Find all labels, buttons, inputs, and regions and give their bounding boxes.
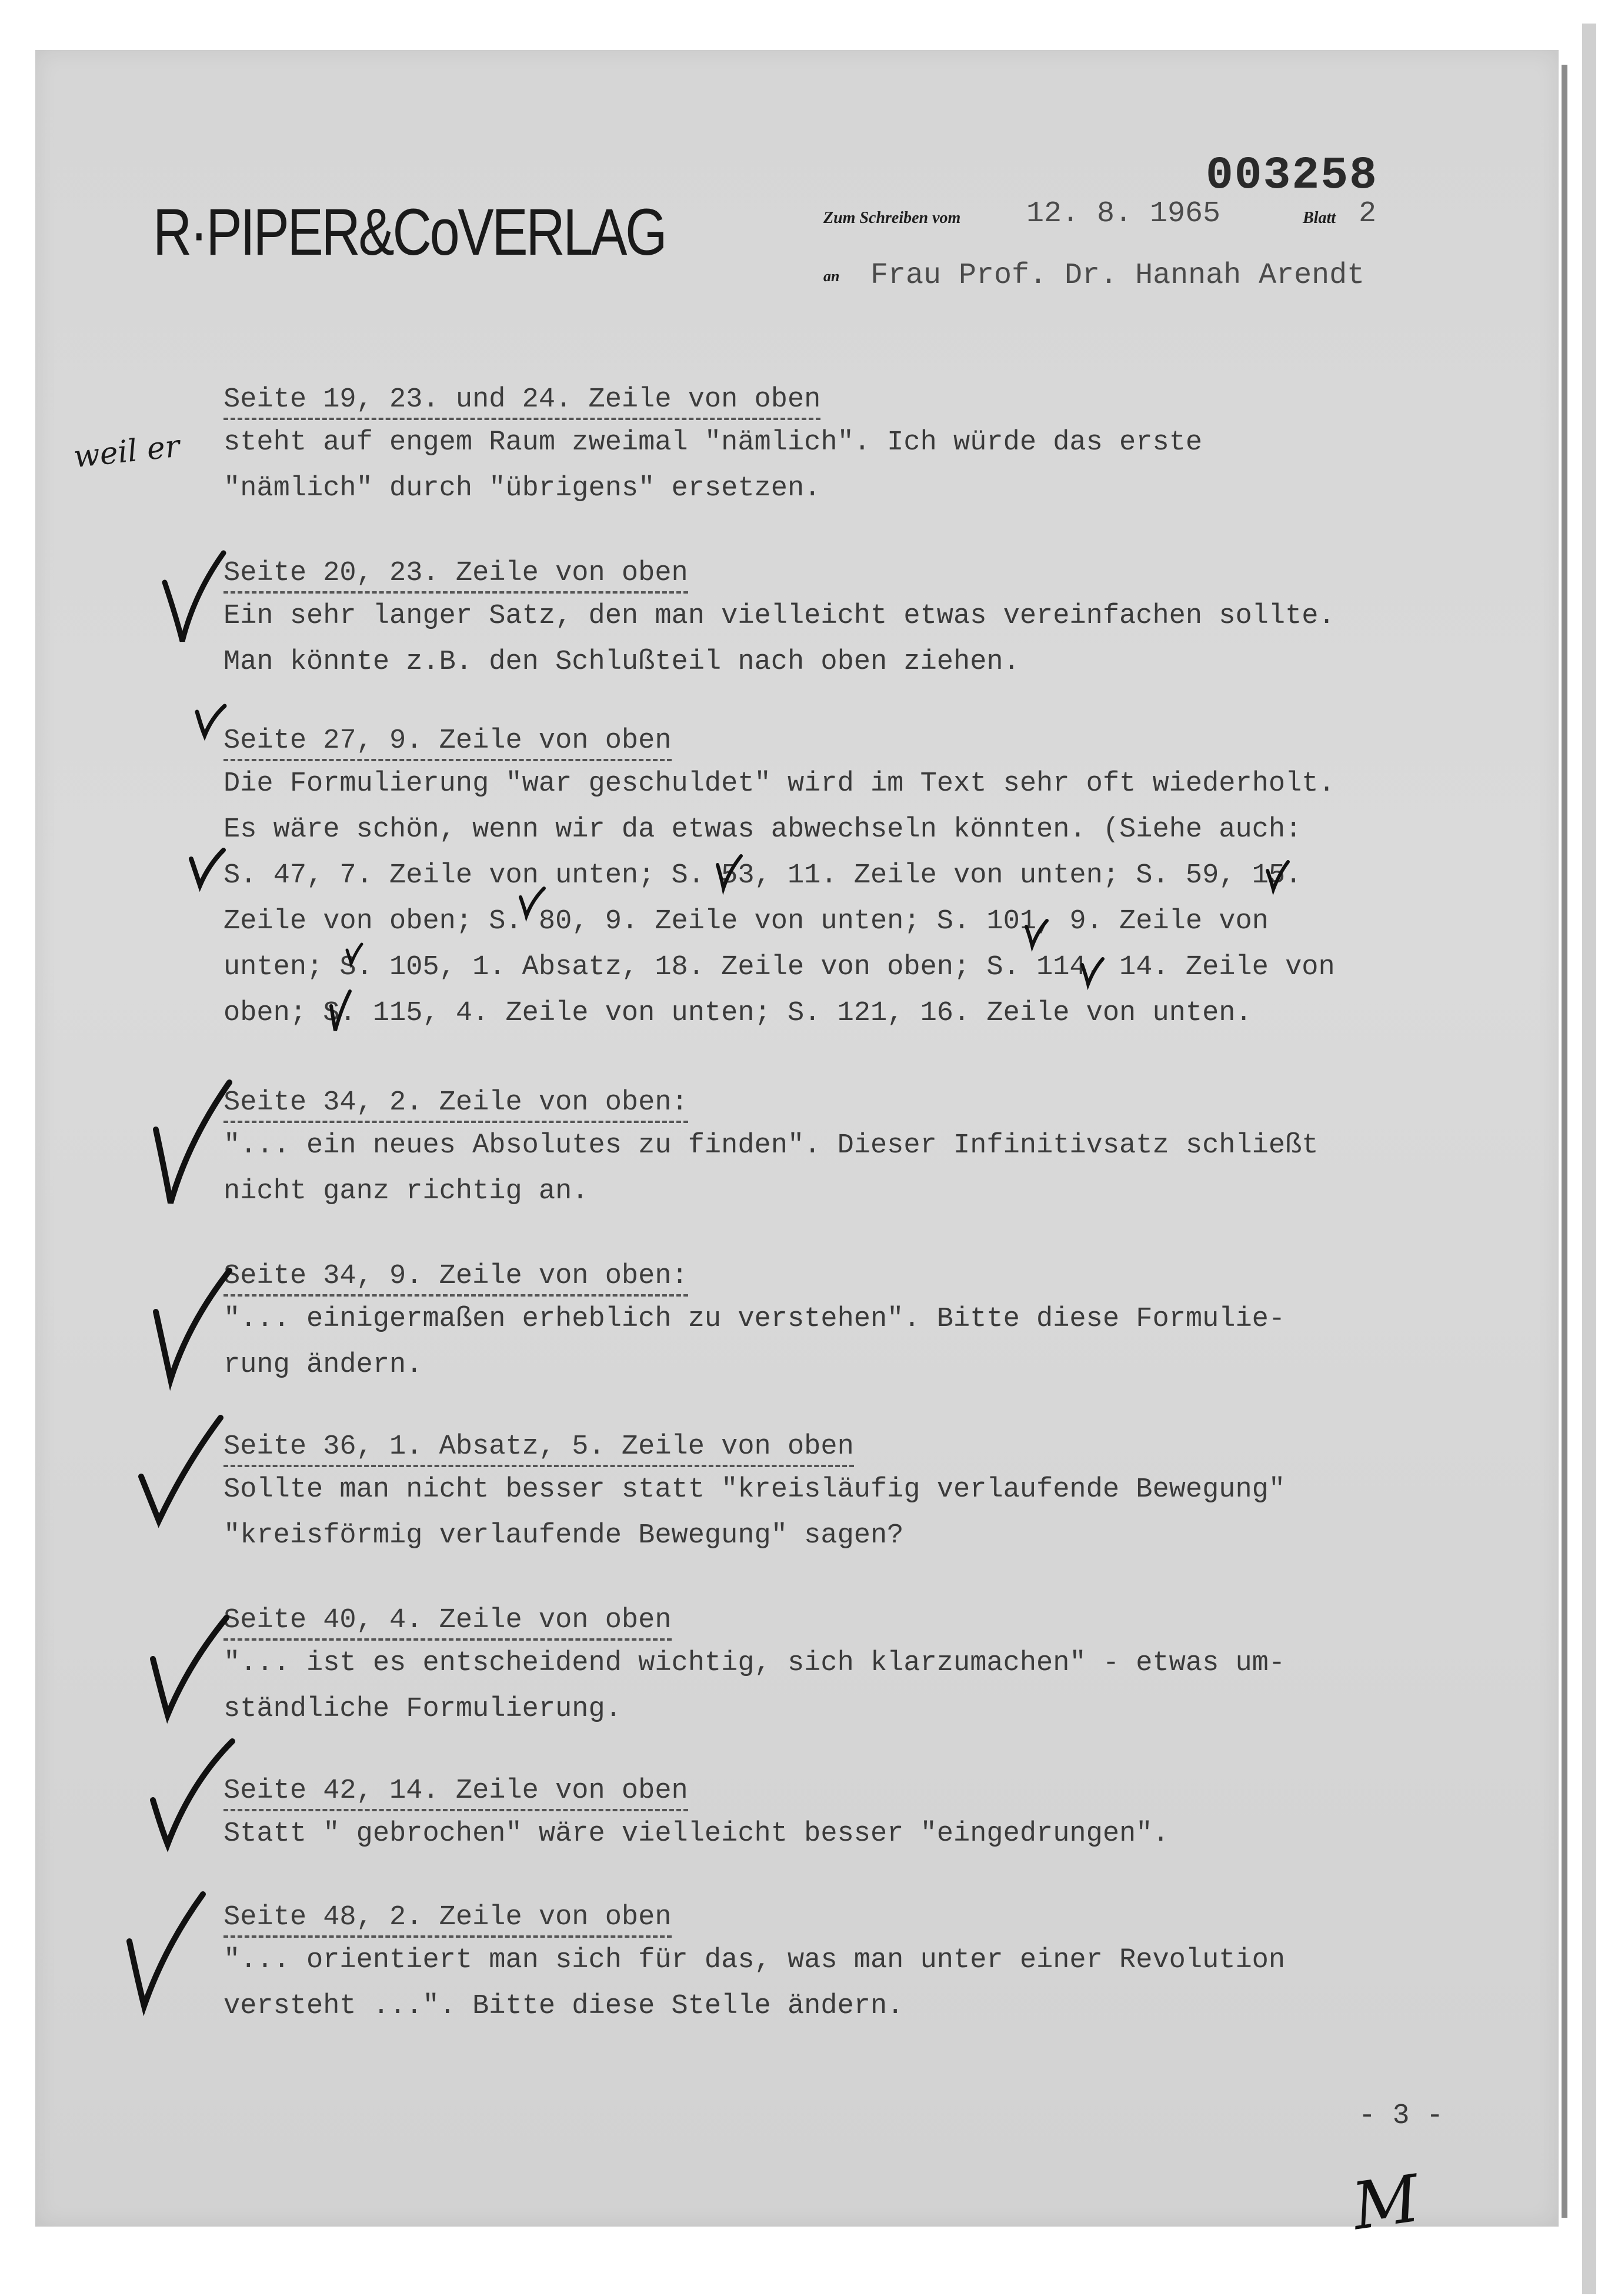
correction-entry [223, 1603, 1285, 1732]
addressee: Frau Prof. Dr. Hannah Arendt [870, 259, 1365, 292]
entry-heading: Seite 19, 23. und 24. Zeile von oben [223, 382, 820, 420]
publisher-logo: R·PIPER&CoVERLAG [153, 195, 666, 269]
entry-heading: Seite 27, 9. Zeile von oben [223, 724, 672, 761]
sheet-label: Blatt [1303, 209, 1336, 227]
entry-line: versteht ...". Bitte diese Stelle ändern. [223, 1991, 904, 2022]
entry-line: Die Formulierung "war geschuldet" wird im Text sehr oft wiederholt. [223, 768, 1335, 799]
sheet-edge [1562, 65, 1567, 2218]
correction-entry [223, 1900, 1285, 2030]
check-mark-icon [326, 988, 353, 1035]
check-mark-icon [147, 1265, 235, 1388]
check-mark-icon [159, 547, 229, 647]
check-mark-icon [188, 847, 229, 894]
entry-line: Es wäre schön, wenn wir da etwas abwechseln könnten. (Siehe auch: [223, 814, 1302, 845]
entry-heading: Seite 34, 9. Zeile von oben: [223, 1259, 688, 1297]
correction-entry [223, 382, 1202, 512]
entry-line: Man könnte z.B. den Schlußteil nach oben ziehen. [223, 647, 1020, 678]
entry-heading: Seite 40, 4. Zeile von oben [223, 1603, 672, 1641]
entry-line: ständliche Formulierung. [223, 1694, 622, 1725]
correction-entry [223, 724, 1335, 1037]
addressee-label: an [823, 268, 840, 285]
correction-entry [223, 1259, 1285, 1388]
entry-line: "kreisförmig verlaufende Bewegung" sagen? [223, 1520, 904, 1551]
entry-line: unten; S. 105, 1. Absatz, 18. Zeile von oben; S. 114, 14. Zeile von [223, 952, 1335, 983]
check-mark-icon [121, 1888, 209, 2012]
page-continue-marker: - 3 - [1359, 2100, 1444, 2132]
entry-line: S. 47, 7. Zeile von unten; S. 53, 11. Zeile von unten; S. 59, 15. [223, 860, 1302, 891]
entry-line: "... einigermaßen erheblich zu verstehen". Bitte diese Formulie- [223, 1304, 1286, 1335]
entry-line: Zeile von oben; S. 80, 9. Zeile von unten; S. 101, 9. Zeile von [223, 906, 1269, 937]
entry-line: "... ein neues Absolutes zu finden". Dieser Infinitivsatz schließt [223, 1130, 1319, 1161]
entry-line: "... ist es entscheidend wichtig, sich klarzumachen" - etwas um- [223, 1648, 1286, 1679]
background-edge [1582, 24, 1596, 2294]
check-mark-icon [344, 941, 365, 968]
entry-line: steht auf engem Raum zweimal "nämlich". Ich würde das erste [223, 427, 1203, 458]
check-mark-icon [132, 1412, 226, 1529]
entry-heading: Seite 48, 2. Zeile von oben [223, 1900, 672, 1938]
entry-line: Statt " gebrochen" wäre vielleicht besser "eingedrungen". [223, 1818, 1169, 1850]
check-mark-icon [1079, 956, 1106, 988]
correction-entry [223, 1774, 1169, 1857]
entry-line: nicht ganz richtig an. [223, 1176, 589, 1207]
entry-line: Ein sehr langer Satz, den man vielleicht etwas vereinfachen sollte. [223, 601, 1335, 632]
entry-line: rung ändern. [223, 1349, 423, 1381]
entry-line: Sollte man nicht besser statt "kreisläufig verlaufende Bewegung" [223, 1474, 1286, 1505]
check-mark-icon [1023, 918, 1050, 950]
sheet-number: 2 [1359, 197, 1377, 231]
letter-ref-label: Zum Schreiben vom [823, 209, 961, 227]
document-number: 003258 [1206, 150, 1378, 202]
check-mark-icon [144, 1612, 232, 1724]
check-mark-icon [147, 1077, 235, 1212]
correction-entry [223, 1429, 1285, 1559]
handwritten-initials: M [1347, 2160, 1424, 2245]
entry-heading: Seite 20, 23. Zeile von oben [223, 556, 688, 594]
check-mark-icon [1265, 859, 1291, 894]
entry-heading: Seite 42, 14. Zeile von oben [223, 1774, 688, 1811]
correction-entry [223, 556, 1335, 685]
margin-note: weil er [72, 428, 182, 475]
check-mark-icon [194, 703, 229, 744]
entry-heading: Seite 34, 2. Zeile von oben: [223, 1085, 688, 1123]
entry-heading: Seite 36, 1. Absatz, 5. Zeile von oben [223, 1429, 854, 1467]
check-mark-icon [144, 1735, 238, 1853]
letter-date: 12. 8. 1965 [1026, 197, 1221, 231]
entry-line: "nämlich" durch "übrigens" ersetzen. [223, 473, 821, 504]
check-mark-icon [715, 853, 744, 894]
correction-entry [223, 1085, 1319, 1215]
entry-line: "... orientiert man sich für das, was man unter einer Revolution [223, 1945, 1286, 1976]
check-mark-icon [518, 885, 547, 921]
entry-line: oben; S. 115, 4. Zeile von unten; S. 121, 16. Zeile von unten. [223, 998, 1252, 1029]
